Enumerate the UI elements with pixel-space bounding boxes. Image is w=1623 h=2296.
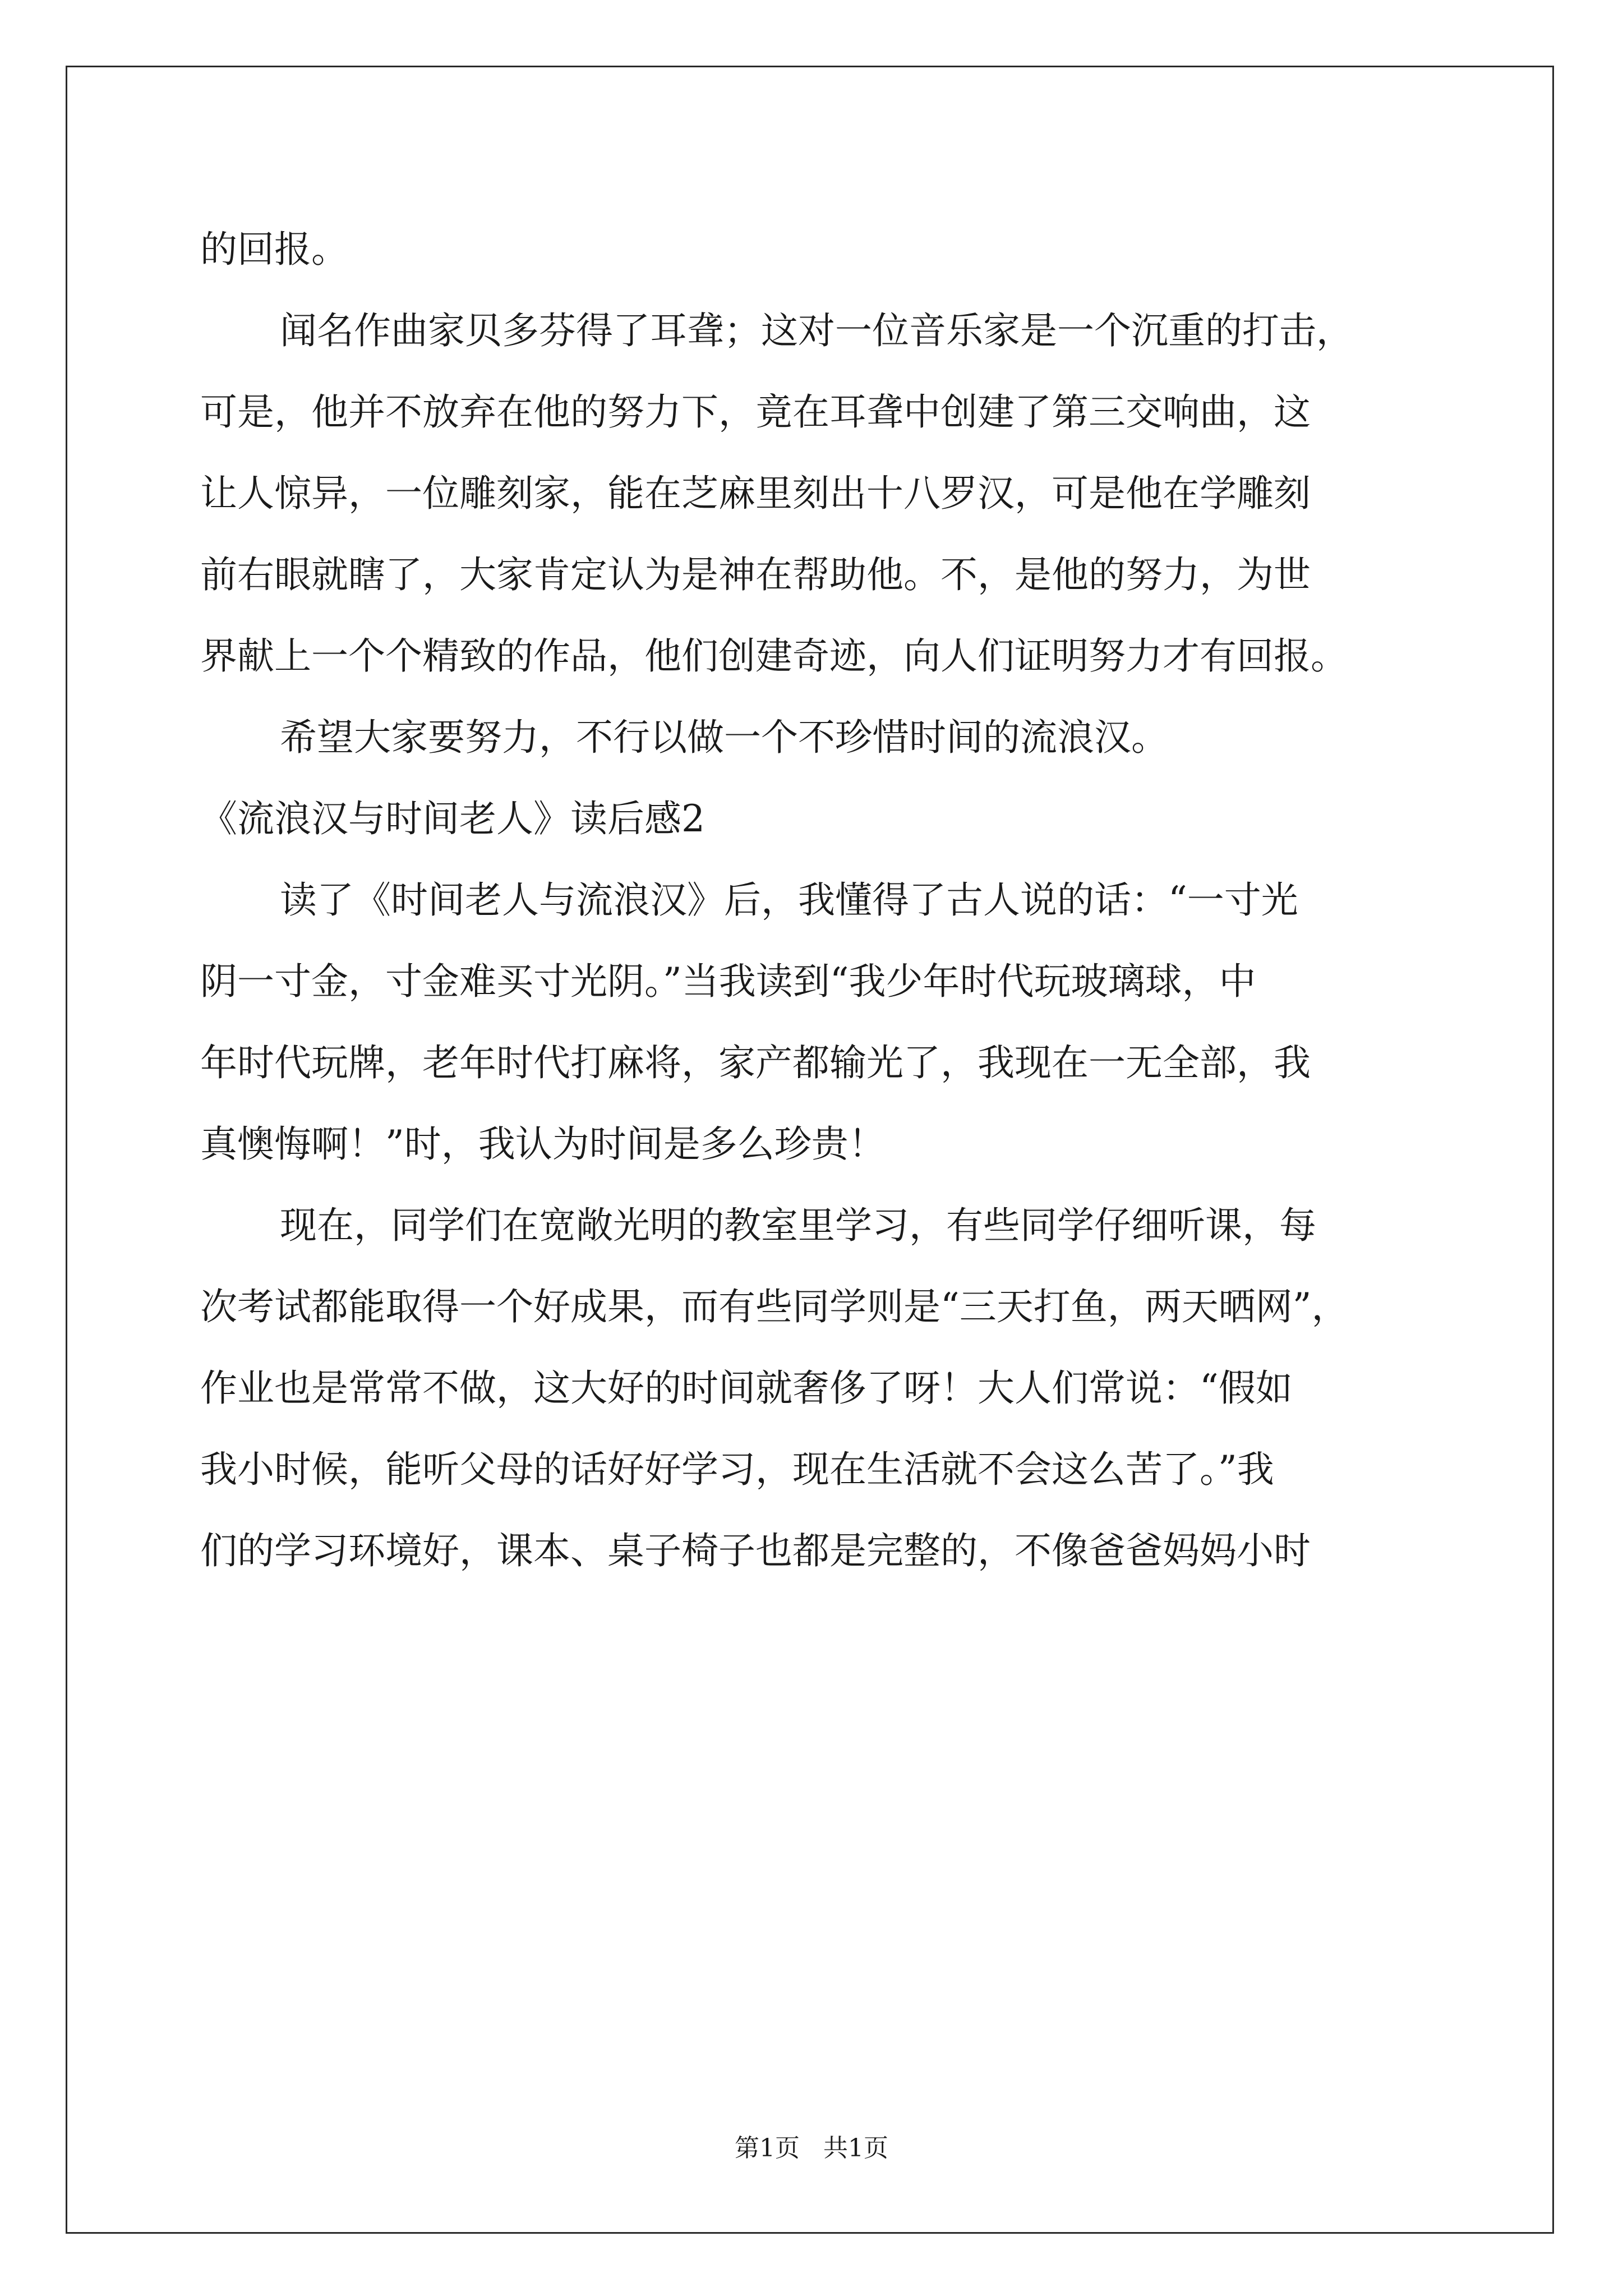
text-line: 次考试都能取得一个好成果，而有些同学则是“三天打鱼，两天晒网”， xyxy=(200,1285,1349,1328)
page-footer: 第1页 共1页 xyxy=(735,2134,888,2162)
text-line: 们的学习环境好，课本、桌子椅子也都是完整的，不像爸爸妈妈小时 xyxy=(200,1529,1311,1572)
text-line: 年时代玩牌，老年时代打麻将，家产都输光了，我现在一无全部，我 xyxy=(200,1041,1311,1084)
text-line: 我小时候，能听父母的话好好学习，现在生活就不会这么苦了。”我 xyxy=(200,1448,1274,1491)
text-line: 现在，同学们在宽敞光明的教室里学习，有些同学仔细听课，每 xyxy=(280,1204,1316,1247)
text-line: 作业也是常常不做，这大好的时间就奢侈了呀！大人们常说：“假如 xyxy=(200,1366,1293,1410)
text-line: 真懊悔啊！”时，我认为时间是多么珍贵！ xyxy=(200,1122,886,1166)
text-line: 读了《时间老人与流浪汉》后，我懂得了古人说的话：“一寸光 xyxy=(280,878,1298,922)
text-line: 界献上一个个精致的作品，他们创建奇迹，向人们证明努力才有回报。 xyxy=(200,634,1348,678)
text-line: 前右眼就瞎了，大家肯定认为是神在帮助他。不，是他的努力，为世 xyxy=(200,553,1311,596)
text-line: 的回报。 xyxy=(200,228,348,271)
text-line: 希望大家要努力，不行以做一个不珍惜时间的流浪汉。 xyxy=(280,716,1168,759)
text-line: 阴一寸金，寸金难买寸光阴。”当我读到“我少年时代玩玻璃球，中 xyxy=(200,960,1256,1003)
text-line: 可是，他并不放弃在他的努力下，竟在耳聋中创建了第三交响曲，这 xyxy=(200,390,1311,434)
text-line: 让人惊异，一位雕刻家，能在芝麻里刻出十八罗汉，可是他在学雕刻 xyxy=(200,472,1311,515)
document-body xyxy=(200,209,1484,1591)
text-line: 《流浪汉与时间老人》读后感2 xyxy=(200,797,705,840)
text-line: 闻名作曲家贝多芬得了耳聋；这对一位音乐家是一个沉重的打击， xyxy=(280,309,1353,352)
